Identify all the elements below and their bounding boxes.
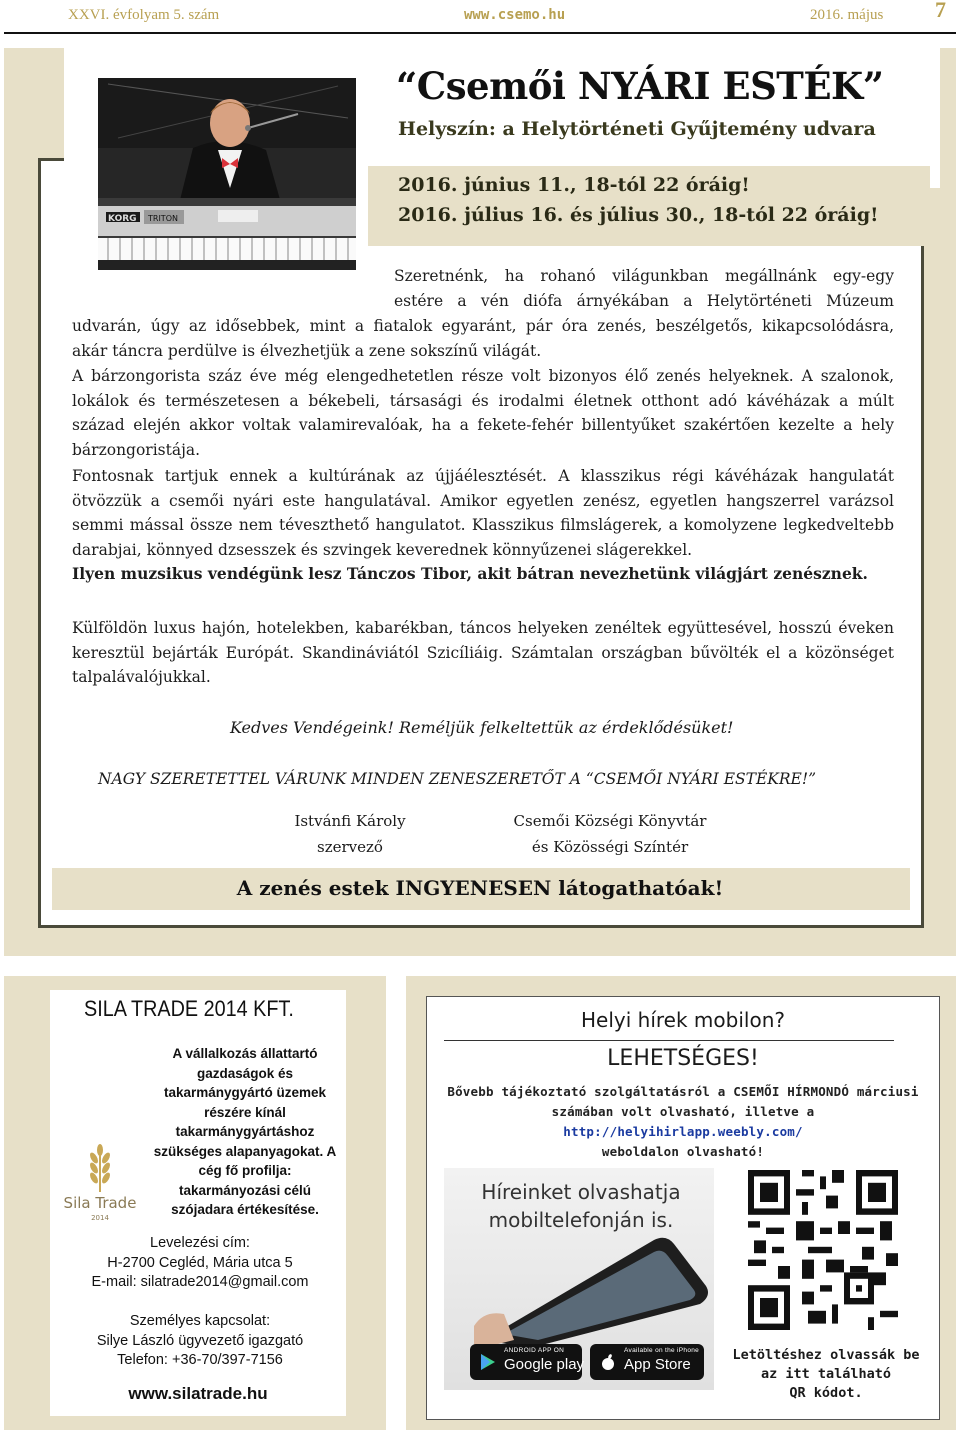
musician-photo bbox=[98, 78, 356, 270]
p2-line-4: bárzongoristája. bbox=[72, 440, 201, 459]
event-date-1: 2016. június 11., 18-tól 22 óráig! bbox=[398, 174, 750, 196]
p2-line-2: lokálok és természetesen a békebeli, társasági és irodalmi életnek otthont adó kávéházak a múlt bbox=[72, 391, 894, 410]
sila-logo bbox=[50, 1140, 150, 1230]
qr-text-line-3: QR kódot. bbox=[789, 1385, 863, 1401]
google-play-icon bbox=[479, 1353, 497, 1371]
qr-code-icon bbox=[748, 1170, 898, 1330]
mobile-text-line-1: Bővebb tájékoztató szolgáltatásról a CSEMŐI HÍRMONDÓ márciusi bbox=[447, 1084, 919, 1099]
qr-text-line-2: az itt található bbox=[760, 1366, 892, 1382]
organizer-role: szervező bbox=[317, 838, 383, 856]
p3-line-2: ötvözzük a csemői nyári este hangulatával. Amikor egyetlen zenész, egyetlen hangszerrel varázsol bbox=[72, 491, 894, 510]
mobile-ad-divider bbox=[444, 1040, 894, 1041]
intro-paragraph bbox=[72, 314, 894, 363]
header-divider bbox=[4, 32, 956, 34]
wheat-icon bbox=[50, 1140, 150, 1230]
mobile-ad-headline: LEHETSÉGES! bbox=[607, 1046, 759, 1071]
contact-label: Személyes kapcsolat: bbox=[129, 1313, 271, 1329]
p3-line-3: semmi mással össze nem téveszthető hangulatot. Klasszikus filmslágerek, a komolyzene legkedveltebb bbox=[72, 516, 894, 534]
invitation-line: NAGY SZERETETTEL VÁRUNK MINDEN ZENESZERETŐT A “CSEMŐI NYÁRI ESTÉKRE!” bbox=[98, 770, 817, 788]
svg-text:TRITON: TRITON bbox=[148, 214, 178, 223]
sila-title: SILA TRADE 2014 KFT. bbox=[84, 996, 294, 1021]
greeting-line: Kedves Vendégeink! Reméljük felkeltettük az érdeklődésüket! bbox=[230, 718, 734, 737]
smartphone-icon bbox=[444, 1230, 714, 1350]
p4-line-2: keresztül bejárták Európát. Skandináviától Szicíliáig. Számtalan országban bűvölték el a közönséget bbox=[72, 643, 894, 662]
contact-name: Silye László ügyvezető igazgató bbox=[96, 1332, 304, 1349]
sila-website[interactable]: www.silatrade.hu bbox=[128, 1384, 268, 1403]
mobile-text-line-3: weboldalon olvasható! bbox=[601, 1144, 765, 1159]
page-number: 7 bbox=[935, 0, 946, 22]
email-address[interactable]: E-mail: silatrade2014@gmail.com bbox=[91, 1274, 309, 1290]
mobile-ad-text bbox=[426, 1082, 940, 1162]
google-badge-small: ANDROID APP ON bbox=[504, 1347, 565, 1354]
event-title: “Csemői NYÁRI ESTÉK” bbox=[396, 64, 884, 108]
mobile-text-line-2: számában volt olvasható, illetve a bbox=[551, 1104, 815, 1119]
apple-badge-small: Available on the iPhone bbox=[624, 1347, 700, 1354]
intro-line-2: estére a vén diófa árnyékában a Helytörténeti Múzeum bbox=[394, 291, 894, 310]
signature-organizer bbox=[270, 808, 430, 860]
issue-date: 2016. május bbox=[810, 7, 884, 23]
qr-instructions bbox=[726, 1346, 926, 1403]
free-entry-text: A zenés estek INGYENESEN látogathatóak! bbox=[236, 876, 724, 900]
library-role: és Közösségi Színtér bbox=[531, 838, 689, 856]
phone-caption-2: mobiltelefonján is. bbox=[488, 1208, 674, 1232]
contact-phone: Telefon: +36-70/397-7156 bbox=[117, 1352, 283, 1368]
p4-line-3: talpalávalójukkal. bbox=[72, 668, 211, 686]
apple-icon bbox=[599, 1353, 617, 1371]
phone-promo-image bbox=[444, 1168, 714, 1390]
musician-illustration bbox=[98, 78, 356, 270]
postal-address: H-2700 Cegléd, Mária utca 5 bbox=[107, 1254, 293, 1271]
mobile-app-link[interactable]: http://helyihirlapp.weebly.com/ bbox=[563, 1124, 803, 1139]
intro-line-4: akár táncra perdülve is élvezhetjük a zene sokszínű világát. bbox=[72, 341, 542, 360]
p2-line-1: A bárzongorista száz éve még elengedhetetlen része volt bizonyos élő zenés helyeknek. A szalonok, bbox=[72, 367, 894, 385]
organizer-name: Istvánfi Károly bbox=[294, 812, 406, 830]
google-play-badge[interactable] bbox=[470, 1344, 585, 1380]
p4-line-1: Külföldön luxus hajón, hotelekben, kabarékban, táncos helyeken zenéltek együttesével, hosszú éveken bbox=[72, 619, 894, 637]
p3-line-4: darabjai, könnyed dzsesszek és szvingek keverednek könnyűzenei slágerekkel. bbox=[72, 540, 693, 559]
qr-text-line-1: Letöltéshez olvassák be bbox=[732, 1347, 920, 1363]
mail-label: Levelezési cím: bbox=[150, 1235, 250, 1251]
app-store-badge[interactable] bbox=[590, 1344, 704, 1380]
sila-logo-year: 2014 bbox=[91, 1214, 109, 1222]
event-location: Helyszín: a Helytörténeti Gyűjtemény udvara bbox=[398, 118, 876, 140]
library-name: Csemői Községi Könyvtár bbox=[513, 812, 707, 830]
sila-description: A vállalkozás állattartó gazdaságok és takarmánygyártó üzemek részére kínál takarmánygyártáshoz szükséges alapanyagokat. A cég fő profilja: takarmányozási célú szójadara értékesítése. bbox=[153, 1046, 337, 1217]
qr-code[interactable] bbox=[748, 1170, 898, 1330]
apple-badge-text: App Store bbox=[624, 1356, 691, 1373]
sila-logo-text: Sila Trade bbox=[63, 1194, 137, 1212]
website-link[interactable]: www.csemo.hu bbox=[464, 7, 566, 23]
p3-bold-line: Ilyen muzsikus vendégünk lesz Tánczos Tibor, akit bátran nevezhetünk világjárt zenésznek. bbox=[72, 564, 868, 583]
paragraph-revival bbox=[72, 464, 894, 587]
sila-address-block bbox=[50, 1234, 350, 1293]
signature-library bbox=[496, 808, 724, 860]
page-header bbox=[0, 0, 960, 32]
intro-line-3: udvarán, úgy az idősebbek, mint a fiatalok egyaránt, pár óra zenés, beszélgetős, kikapcsolódásra, bbox=[72, 317, 894, 335]
google-badge-text: Google play bbox=[504, 1356, 585, 1373]
p2-line-3: század elején akkor voltak valamirevalóak, ha a fekete-fehér billentyűket szakértően kezelte a hely bbox=[72, 416, 894, 434]
intro-line-1: Szeretnénk, ha rohanó világunkban megállnánk egy-egy bbox=[394, 267, 894, 285]
svg-text:KORG: KORG bbox=[108, 214, 137, 224]
event-date-2: 2016. július 16. és július 30., 18-tól 22 óráig! bbox=[398, 204, 879, 226]
intro-paragraph-indented bbox=[394, 264, 894, 313]
mobile-ad-title: Helyi hírek mobilon? bbox=[581, 1008, 785, 1032]
volume-info: XXVI. évfolyam 5. szám bbox=[68, 7, 220, 23]
paragraph-abroad bbox=[72, 616, 894, 690]
phone-caption-1: Híreinket olvashatja bbox=[481, 1180, 681, 1204]
p3-line-1: Fontosnak tartjuk ennek a kultúrának az újjáélesztését. A klasszikus régi kávéházak hangulatát bbox=[72, 467, 894, 485]
sila-contact-block bbox=[50, 1312, 350, 1371]
paragraph-pianist bbox=[72, 364, 894, 462]
